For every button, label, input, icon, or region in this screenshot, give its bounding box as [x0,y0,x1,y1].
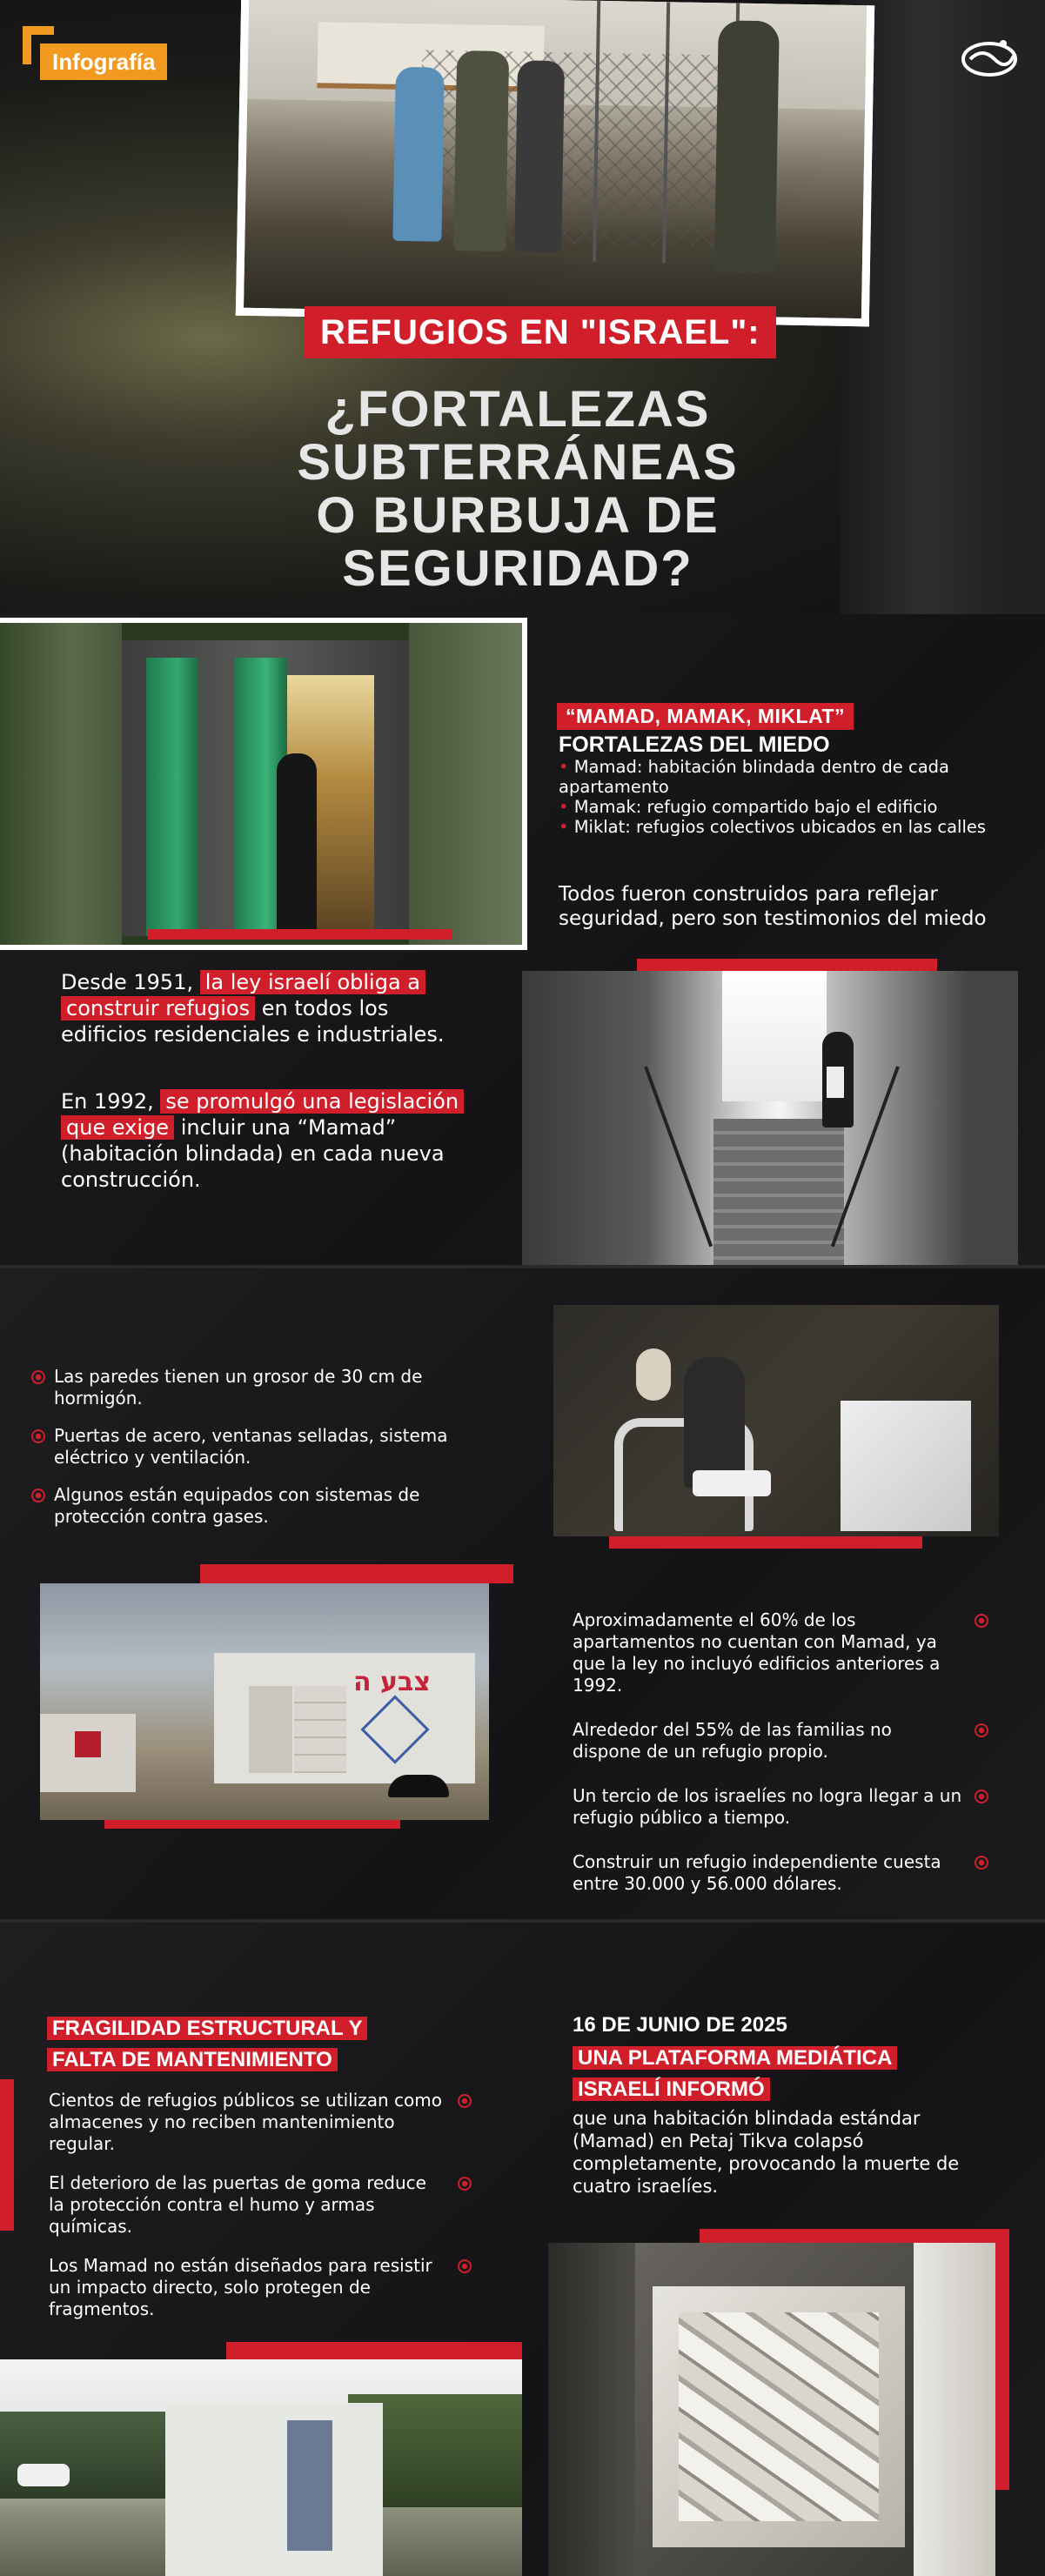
collapsed-room-photo [548,2243,995,2576]
shelter-photo-accent-bottom [104,1820,400,1829]
fragility-item: Cientos de refugios públicos se utilizan como almacenes y no reciben mantenimiento regular. [49,2090,472,2155]
spec-item: Algunos están equipados con sistemas de protección contra gases. [31,1484,484,1528]
graffiti-text: צבע ה [353,1667,431,1697]
statistic-item: Construir un refugio independiente cuesta entre 30.000 y 56.000 dólares. [573,1851,988,1895]
date-heading: 16 DE JUNIO DE 2025 [573,2013,787,2037]
fragility-title-line-1: FRAGILIDAD ESTRUCTURAL Y [47,2017,367,2040]
fragility-title [47,2013,367,2076]
title-line-4: SEGURIDAD? [342,540,693,597]
basement-photo-accent [609,1536,922,1549]
fragility-title-line-2: FALTA DE MANTENIMIENTO [47,2048,338,2071]
street-photo-accent [226,2342,522,2359]
shelter-type-item: • Mamak: refugio compartido bajo el edificio [559,797,938,817]
outdoor-shelter-photo [40,1583,489,1820]
platform-line-1: UNA PLATAFORMA MEDIÁTICA [573,2046,897,2070]
door-photo-accent [148,929,452,940]
infografia-badge: Infografía [40,43,167,80]
platform-heading [573,2043,897,2105]
section-laws [0,614,1045,1268]
shelter-photo-accent-top [200,1564,513,1583]
spec-item: Las paredes tienen un grosor de 30 cm de hormigón. [31,1366,484,1409]
highlight-law: la ley israelí obliga a construir refugios [61,970,425,1020]
fragility-list [49,2090,472,2338]
shelter-types-list [559,757,1020,837]
al-mayadeen-logo [960,35,1019,80]
badge-corner-top [23,26,54,35]
hero-photo [236,0,874,326]
stairs-photo [522,971,1018,1265]
title-red: REFUGIOS EN "ISRAEL": [305,306,776,358]
stairs-photo-accent [637,959,937,971]
basement-photo [553,1305,999,1536]
fragility-item: Los Mamad no están diseñados para resistir un impacto directo, solo protegen de fragmentos. [49,2255,472,2320]
section-fragility [0,1923,1045,2576]
specs-left-list [31,1366,484,1543]
title-main [261,383,774,595]
shelter-type-item: • Mamad: habitación blindada dentro de cada apartamento [559,757,950,797]
door-photo [0,618,527,950]
collapse-photo-accent [700,2229,1009,2243]
platform-text: que una habitación blindada estándar (Mamad) en Petaj Tikva colapsó completamente, provocando la muerte de cuatro israelíes. [573,2108,960,2197]
statistics-list [573,1609,988,1917]
shelter-type-item: • Miklat: refugios colectivos ubicados en las calles [559,817,987,837]
title-line-2: SUBTERRÁNEAS [297,434,739,491]
highlight-legislation: se promulgó una legislación que exige [61,1089,464,1140]
spec-item: Puertas de acero, ventanas selladas, sistema eléctrico y ventilación. [31,1425,484,1469]
collapse-photo-accent-side [995,2229,1009,2490]
paragraph-1951: Desde 1951, la ley israelí obliga a construir refugios en todos los edificios residenciales e industriales. [61,970,445,1047]
title-line-3: O BURBUJA DE [316,487,720,544]
street-shelter-photo [0,2359,522,2576]
mamad-tag: “MAMAD, MAMAK, MIKLAT” [557,703,854,730]
fragility-item: El deterioro de las puertas de goma reduce la protección contra el humo y armas químicas. [49,2172,472,2238]
statistic-item: Alrededor del 55% de las familias no dispone de un refugio propio. [573,1719,988,1763]
platform-line-2: ISRAELÍ INFORMÓ [573,2078,770,2101]
todos-text: Todos fueron construidos para reflejar seguridad, pero son testimonios del miedo [559,883,987,930]
fortalezas-title: FORTALEZAS DEL MIEDO [559,733,830,757]
title-line-1: ¿FORTALEZAS [325,381,711,438]
statistic-item: Aproximadamente el 60% de los apartamentos no cuentan con Mamad, ya que la ley no incluyó edificios anteriores a 1992. [573,1609,988,1696]
section-specs [0,1268,1045,1923]
header-section [0,0,1045,614]
left-edge-accent [0,2079,14,2231]
paragraph-1992: En 1992, se promulgó una legislación que exige incluir una “Mamad” (habitación blindada) en cada nueva construcción. [61,1088,470,1193]
statistic-item: Un tercio de los israelíes no logra llegar a un refugio público a tiempo. [573,1785,988,1829]
